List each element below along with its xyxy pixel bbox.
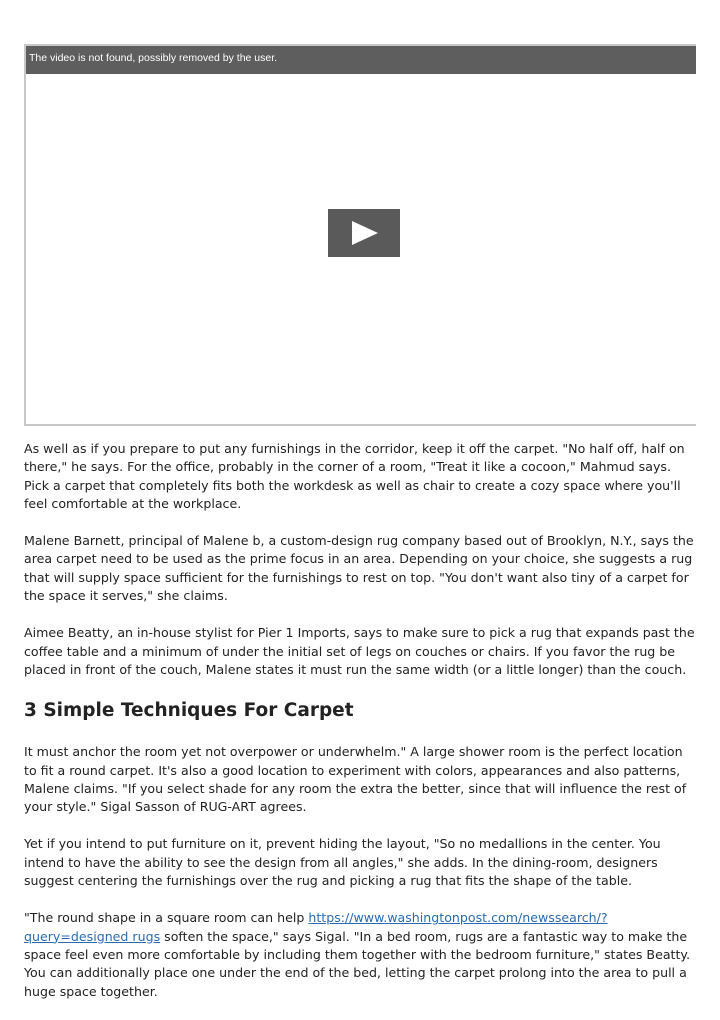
article-link[interactable]: https://www.washingtonpost.com/newssearch/?query=designed rugs xyxy=(24,910,608,944)
paragraph xyxy=(24,909,696,1000)
play-button[interactable] xyxy=(328,209,400,257)
paragraph: Malene Barnett, principal of Malene b, a custom-design rug company based out of Brooklyn, N.Y., says the area carpet need to be used as the prime focus in an area. Depending on your choice, she suggests a rug that will supply space sufficient for the furnishings to rest on top. "You don't want also tiny of a carpet for the space it serves," she claims. xyxy=(24,533,694,604)
play-icon xyxy=(352,221,378,245)
paragraph: Aimee Beatty, an in-house stylist for Pier 1 Imports, says to make sure to pick a rug that expands past the coffee table and a minimum of under the initial set of legs on couches or chairs. If you favor the rug be placed in front of the couch, Malene states it must run the same width (or a little longer) than the couch. xyxy=(24,625,695,677)
video-error-message: The video is not found, possibly removed by the user. xyxy=(26,44,696,74)
paragraph-text: soften the space," says Sigal. "In a bed room, rugs are a fantastic way to make the space feel even more comfortable by including them together with the bedroom furniture," states Beatty. You can additionally place one under the end of the bed, letting the carpet prolong into the area to pull a huge space together. xyxy=(24,928,691,999)
paragraph: As well as if you prepare to put any furnishings in the corridor, keep it off the carpet. "No half off, half on there," he says. For the office, probably in the corner of a room, "Treat it like a cocoon," Mahmud says. Pick a carpet that completely fits both the workdesk as well as chair to create a cozy space where you'll feel comfortable at the workplace. xyxy=(24,441,685,511)
video-player[interactable] xyxy=(24,44,696,426)
section-heading: 3 Simple Techniques For Carpet xyxy=(24,700,354,722)
article-body xyxy=(24,440,696,1020)
paragraph-text: "The round shape in a square room can help xyxy=(24,910,309,926)
paragraph: Yet if you intend to put furniture on it, prevent hiding the layout, "So no medallions in the center. You intend to have the ability to see the design from all angles," she adds. In the dining-room, designers suggest centering the furnishings over the rug and picking a rug that fits the shape of the table. xyxy=(24,836,661,889)
paragraph: It must anchor the room yet not overpower or underwhelm." A large shower room is the perfect location to fit a round carpet. It's also a good location to experiment with colors, appearances and also patterns, Malene claims. "If you select shade for any room the extra the better, since that will influence the rest of your style." Sigal Sasson of RUG-ART agrees. xyxy=(24,744,687,815)
